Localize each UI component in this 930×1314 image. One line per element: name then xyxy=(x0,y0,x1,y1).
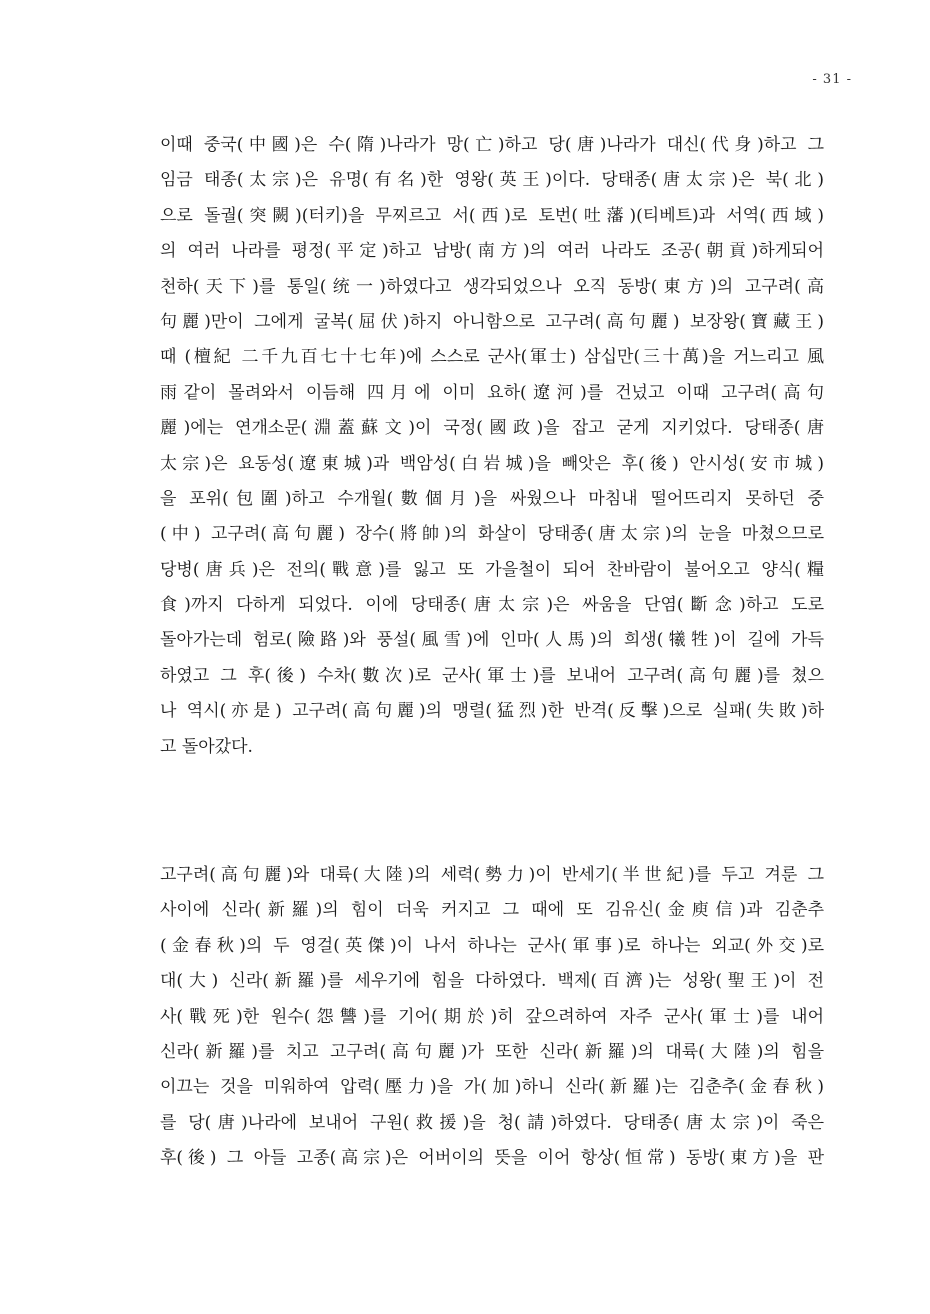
text-line: 고구려(高句麗)와 대륙(大陸)의 세력(勢力)이 반세기(半世紀)를 두고 겨룬 그 xyxy=(160,865,824,885)
paragraph-2 xyxy=(160,858,824,1177)
text-line: 당병(唐兵)은 전의(戰意)를 잃고 또 가을철이 되어 찬바람이 불어오고 양식(糧 xyxy=(160,559,824,580)
text-line: 하였고 그 후(後) 수차(數次)로 군사(軍士)를 보내어 고구려(高句麗)를 쳤으 xyxy=(160,665,824,686)
text-line: 천하(天下)를 통일(统一)하였다고 생각되었으나 오직 동방(東方)의 고구려(高 xyxy=(160,276,824,297)
text-line: 의 여러 나라를 평정(平定)하고 남방(南方)의 여러 나라도 조공(朝貢)하게되어 xyxy=(160,241,824,262)
text-line: 사(戰死)한 원수(怨讐)를 기어(期於)히 갚으려하여 자주 군사(軍士)를 내어 xyxy=(160,1006,824,1027)
text-line: 를 당(唐)나라에 보내어 구원(救援)을 청(請)하였다. 당태종(唐太宗)이 죽은 xyxy=(160,1112,824,1133)
text-line: 때 (檀紀 二千九百七十七年)에 스스로 군사(軍士) 삼십만(三十萬)을 거느리고 風 xyxy=(160,347,824,368)
text-line: 나 역시(亦是) 고구려(高句麗)의 맹렬(猛烈)한 반격(反擊)으로 실패(失敗)하 xyxy=(160,701,824,722)
text-line: 麗)에는 연개소문(淵蓋蘇文)이 국정(國政)을 잡고 굳게 지키었다. 당태종(唐 xyxy=(160,418,824,439)
text-line: 이때 중국(中國)은 수(隋)나라가 망(亡)하고 당(唐)나라가 대신(代身)하고 그 xyxy=(160,135,824,155)
text-line: (金春秋)의 두 영걸(英傑)이 나서 하나는 군사(軍事)로 하나는 외교(外交)로 xyxy=(160,935,824,956)
text-line: 句麗)만이 그에게 굴복(屈伏)하지 아니함으로 고구려(高句麗) 보장왕(寶藏王) xyxy=(160,311,824,332)
text-line: (中) 고구려(高句麗) 장수(將帥)의 화살이 당태종(唐太宗)의 눈을 마쳤으므로 xyxy=(160,524,824,545)
text-line: 이끄는 것을 미워하여 압력(壓力)을 가(加)하니 신라(新羅)는 김춘추(金春秋) xyxy=(160,1077,824,1098)
paragraph-1 xyxy=(160,128,824,765)
page-number: - 31 - xyxy=(812,72,852,87)
text-line: 을 포위(包圍)하고 수개월(數個月)을 싸웠으나 마침내 떨어뜨리지 못하던 중 xyxy=(160,488,824,509)
text-line: 食)까지 다하게 되었다. 이에 당태종(唐太宗)은 싸움을 단염(斷念)하고 도로 xyxy=(160,595,824,616)
text-line: 으로 돌궐(突闕)(터키)을 무찌르고 서(西)로 토번(吐藩)(티베트)과 서역(西域) xyxy=(160,205,824,226)
text-line: 사이에 신라(新羅)의 힘이 더욱 커지고 그 때에 또 김유신(金庾信)과 김춘추 xyxy=(160,900,824,921)
text-line: 돌아가는데 험로(險路)와 풍설(風雪)에 인마(人馬)의 희생(犧牲)이 길에 가득 xyxy=(160,630,824,651)
text-line: 대(大) 신라(新羅)를 세우기에 힘을 다하였다. 백제(百濟)는 성왕(聖王)이 전 xyxy=(160,971,824,992)
text-line: 雨같이 몰려와서 이듬해 四月에 이미 요하(遼河)를 건넜고 이때 고구려(高句 xyxy=(160,382,824,403)
text-line: 고 돌아갔다. xyxy=(160,736,253,757)
text-line: 太宗)은 요동성(遼東城)과 백암성(白岩城)을 빼앗은 후(後) 안시성(安市城) xyxy=(160,453,824,474)
text-line: 신라(新羅)를 치고 고구려(高句麗)가 또한 신라(新羅)의 대륙(大陸)의 힘을 xyxy=(160,1041,824,1062)
text-line: 후(後) 그 아들 고종(高宗)은 어버이의 뜻을 이어 항상(恒常) 동방(東方)을 판 xyxy=(160,1148,824,1169)
text-line: 임금 태종(太宗)은 유명(有名)한 영왕(英王)이다. 당태종(唐太宗)은 북(北) xyxy=(160,170,824,191)
